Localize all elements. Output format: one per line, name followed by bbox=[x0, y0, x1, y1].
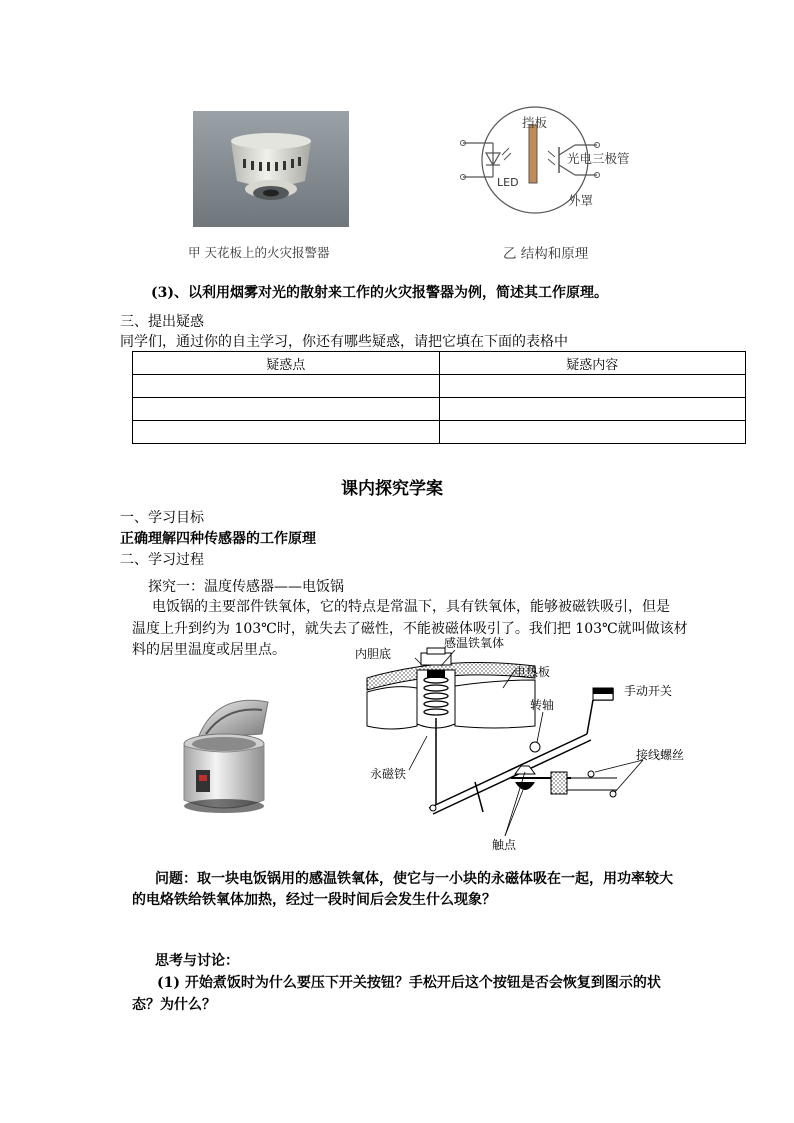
table-cell[interactable] bbox=[133, 398, 440, 421]
label-baffle: 挡板 bbox=[522, 115, 548, 130]
table-row bbox=[133, 398, 746, 421]
table-cell[interactable] bbox=[133, 375, 440, 398]
label-heater: 电热板 bbox=[514, 665, 551, 679]
table-row bbox=[133, 375, 746, 398]
para1-line1: 电饭锅的主要部件铁氧体，它的特点是常温下，具有铁氧体，能够被磁铁吸引，但是 bbox=[152, 599, 670, 615]
label-cover: 外罩 bbox=[568, 193, 594, 208]
table-cell[interactable] bbox=[439, 398, 746, 421]
label-switch: 手动开关 bbox=[624, 684, 673, 698]
table-cell[interactable] bbox=[439, 375, 746, 398]
doubts-table bbox=[132, 351, 746, 444]
para1-line3: 料的居里温度或居里点。 bbox=[132, 642, 286, 658]
table-row bbox=[133, 421, 746, 444]
label-inner-pot: 内胆底 bbox=[355, 647, 392, 661]
table-cell[interactable] bbox=[133, 421, 440, 444]
section3-intro: 同学们，通过你的自主学习，你还有哪些疑惑，请把它填在下面的表格中 bbox=[120, 334, 568, 350]
process-title: 二、学习过程 bbox=[120, 552, 204, 568]
para1-line2: 温度上升到约为 103℃时，就失去了磁性，不能被磁体吸引了。我们把 103℃就叫做该材 bbox=[132, 621, 688, 637]
figure1-caption-a: 甲 天花板上的火灾报警器 bbox=[188, 245, 330, 260]
label-led: LED bbox=[497, 176, 519, 189]
table-header-cell: 疑惑点 bbox=[133, 352, 440, 375]
label-phototransistor: 光电三极管 bbox=[567, 151, 630, 166]
goal-text: 正确理解四种传感器的工作原理 bbox=[120, 531, 316, 547]
question-line1: 问题：取一块电饭锅用的感温铁氧体，使它与一小块的永磁体吸在一起，用功率较大 bbox=[155, 871, 673, 887]
explore1-title: 探究一：温度传感器——电饭锅 bbox=[148, 579, 344, 595]
think-q1-line2: 态？为什么？ bbox=[132, 997, 216, 1013]
question-line2: 的电烙铁给铁氧体加热，经过一段时间后会发生什么现象？ bbox=[132, 892, 496, 908]
question-3: (3)、以利用烟雾对光的散射来工作的火灾报警器为例，简述其工作原理。 bbox=[151, 285, 608, 301]
think-title: 思考与讨论： bbox=[155, 953, 239, 969]
smoke-detector-photo bbox=[193, 111, 349, 227]
table-header-row bbox=[133, 352, 746, 375]
label-contact: 触点 bbox=[492, 838, 517, 852]
section3-title: 三、提出疑惑 bbox=[120, 314, 204, 330]
think-q1-line1: (1) 开始煮饭时为什么要压下开关按钮？手松开后这个按钮是否会恢复到图示的状 bbox=[157, 975, 661, 991]
table-cell[interactable] bbox=[439, 421, 746, 444]
table-header-cell: 疑惑内容 bbox=[439, 352, 746, 375]
label-ferrite: 感温铁氧体 bbox=[444, 636, 505, 650]
label-screw: 接线螺丝 bbox=[636, 748, 685, 762]
label-axis: 转轴 bbox=[530, 698, 555, 712]
rice-cooker-photo bbox=[176, 690, 274, 818]
label-magnet: 永磁铁 bbox=[370, 767, 407, 781]
figure1-caption-b: 乙 结构和原理 bbox=[503, 246, 589, 262]
main-title: 课内探究学案 bbox=[341, 479, 443, 499]
goal-title: 一、学习目标 bbox=[120, 510, 204, 526]
